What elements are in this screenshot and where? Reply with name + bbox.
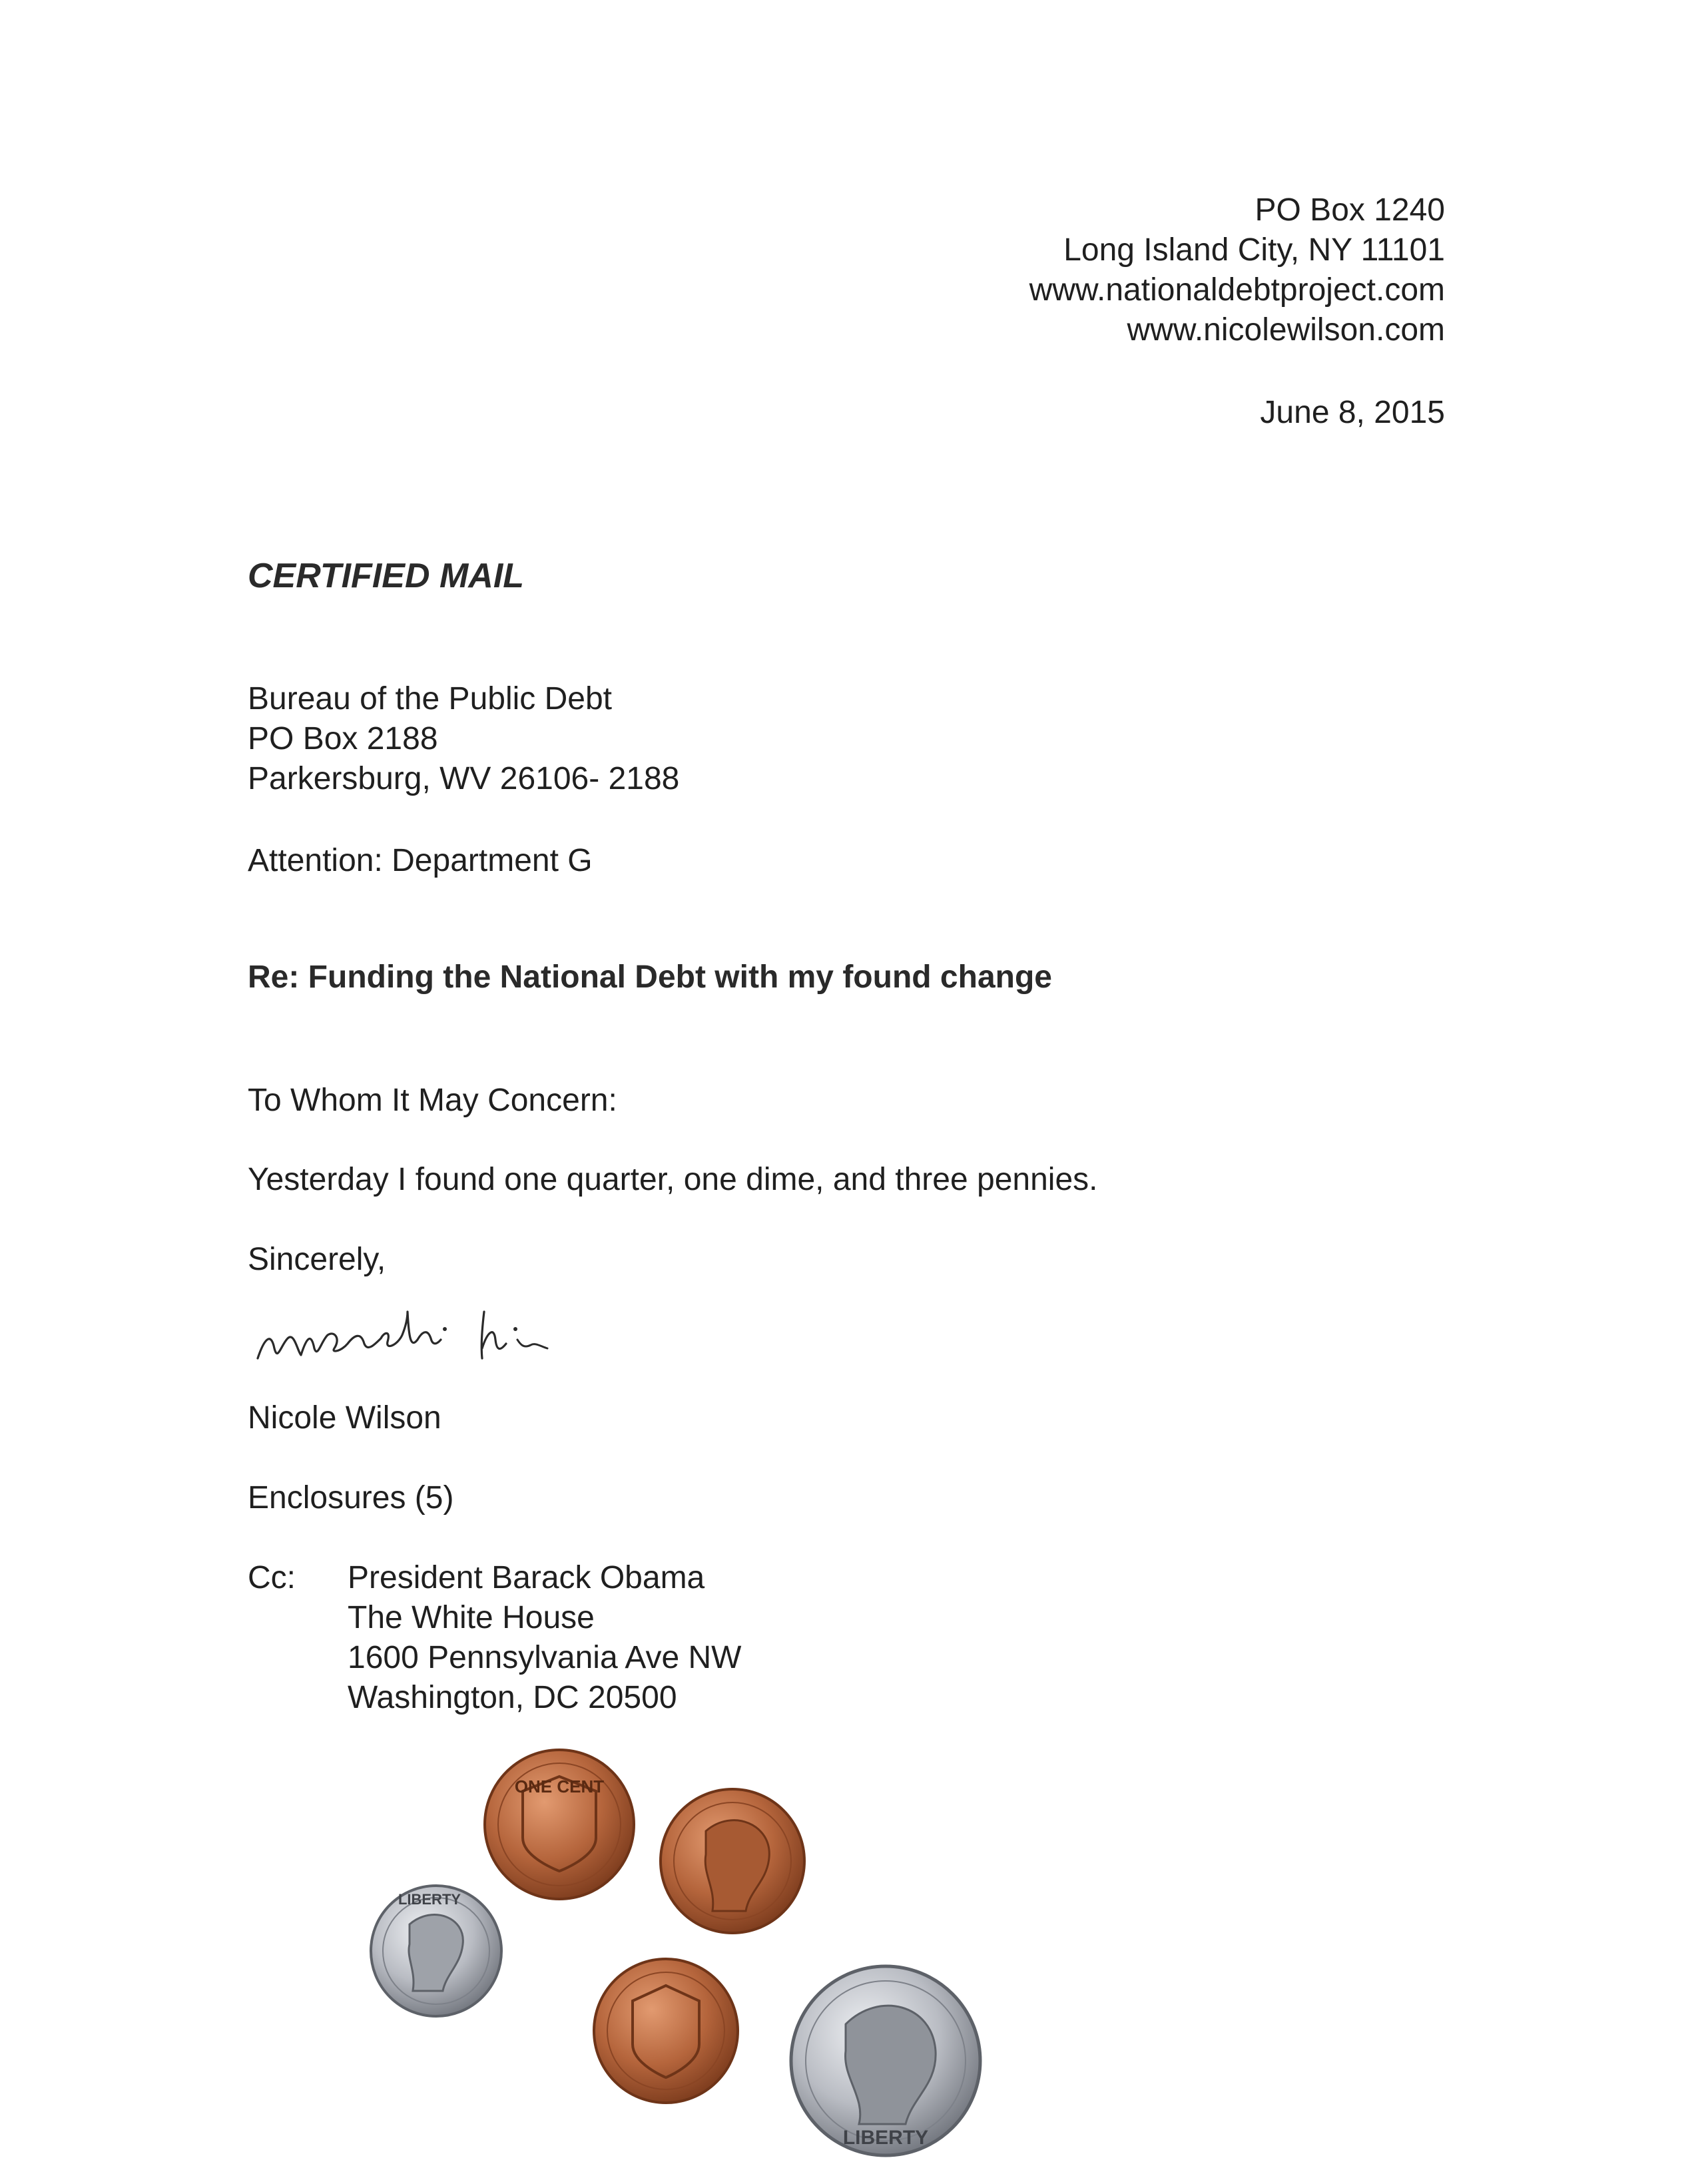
cc-organization: The White House: [348, 1600, 595, 1635]
penny-shield-bottom: [594, 1959, 738, 2103]
svg-text:ONE CENT: ONE CENT: [514, 1776, 605, 1796]
svg-text:LIBERTY: LIBERTY: [398, 1891, 461, 1908]
enclosed-coins-photo: [333, 1745, 1032, 2184]
penny-shield-top: [485, 1750, 634, 1899]
cc-address-line2: Washington, DC 20500: [348, 1680, 677, 1715]
recipient-address-block: [248, 679, 679, 799]
sender-address-block: [1029, 190, 1445, 350]
closing: Sincerely,: [248, 1242, 386, 1277]
signer-name: Nicole Wilson: [248, 1400, 441, 1436]
delivery-method: CERTIFIED MAIL: [248, 557, 525, 595]
enclosures-note: Enclosures (5): [248, 1480, 454, 1515]
sender-address-line2: Long Island City, NY 11101: [1063, 232, 1445, 268]
recipient-address-line1: PO Box 2188: [248, 721, 438, 756]
dime: [371, 1886, 501, 2016]
recipient-address-line2: Parkersburg, WV 26106- 2188: [248, 761, 680, 796]
cc-name: President Barack Obama: [348, 1560, 705, 1595]
sender-website-1: www.nationaldebtproject.com: [1029, 272, 1445, 308]
cc-label: Cc:: [248, 1560, 296, 1595]
letter-date: June 8, 2015: [1260, 395, 1445, 430]
letter-body: Yesterday I found one quarter, one dime, and three pennies.: [248, 1162, 1098, 1197]
cc-address-line1: 1600 Pennsylvania Ave NW: [348, 1640, 742, 1675]
recipient-name: Bureau of the Public Debt: [248, 681, 613, 716]
sender-website-2: www.nicolewilson.com: [1127, 312, 1445, 348]
penny-lincoln: [661, 1789, 804, 1933]
handwritten-signature: [248, 1265, 647, 1385]
quarter: [791, 1966, 980, 2155]
attention-line: Attention: Department G: [248, 843, 593, 878]
cc-address-block: [348, 1558, 741, 1718]
subject-line: Re: Funding the National Debt with my found change: [248, 959, 1052, 995]
svg-text:LIBERTY: LIBERTY: [842, 2127, 929, 2149]
sender-address-line1: PO Box 1240: [1255, 192, 1445, 228]
salutation: To Whom It May Concern:: [248, 1083, 617, 1118]
